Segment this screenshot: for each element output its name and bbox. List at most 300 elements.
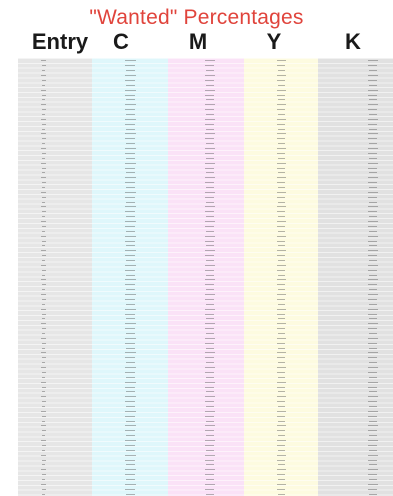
table-cell-mark: [278, 129, 285, 130]
table-cell-mark: [277, 90, 286, 91]
table-cell-mark: [277, 284, 285, 285]
table-cell-mark: [206, 435, 214, 436]
table-cell-mark: [126, 172, 135, 173]
table-cell-mark: [42, 304, 45, 305]
table-cell-mark: [277, 119, 286, 120]
table-cell-mark: [41, 309, 46, 310]
table-cell-mark: [368, 182, 377, 183]
table-cell-mark: [206, 231, 214, 232]
table-cell-mark: [42, 65, 46, 66]
table-cell-mark: [278, 450, 285, 451]
table-cell-mark: [277, 338, 286, 339]
table-cell-mark: [126, 289, 135, 290]
percentage-table: [18, 58, 393, 496]
table-cell-mark: [205, 236, 215, 237]
table-cell-mark: [125, 372, 135, 373]
table-cell-mark: [41, 367, 46, 368]
table-cell-mark: [41, 382, 46, 383]
table-cell-mark: [369, 494, 377, 495]
table-cell-mark: [125, 279, 136, 280]
table-cell-mark: [277, 309, 286, 310]
table-cell-mark: [277, 270, 285, 271]
table-cell-mark: [206, 421, 214, 422]
table-cell-mark: [369, 260, 377, 261]
table-cell-mark: [42, 401, 46, 402]
table-cell-mark: [126, 421, 135, 422]
table-cell-mark: [368, 192, 378, 193]
header-k: K: [345, 29, 361, 54]
table-cell-mark: [277, 60, 286, 61]
table-cell-mark: [41, 60, 46, 61]
table-cell-mark: [42, 357, 46, 358]
table-cell-mark: [205, 411, 215, 412]
table-cell-mark: [368, 279, 378, 280]
table-cell-mark: [278, 421, 285, 422]
table-cell-mark: [125, 250, 136, 251]
table-cell-mark: [277, 80, 285, 81]
table-cell-mark: [369, 377, 377, 378]
column-entry: [18, 58, 92, 496]
table-cell-mark: [277, 206, 286, 207]
table-cell-mark: [42, 479, 45, 480]
table-cell-mark: [277, 440, 286, 441]
table-cell-mark: [369, 406, 377, 407]
table-cell-mark: [278, 377, 285, 378]
table-cell-mark: [205, 265, 215, 266]
table-cell-mark: [205, 65, 214, 66]
table-cell-mark: [126, 70, 135, 71]
table-cell-mark: [278, 143, 285, 144]
table-cell-mark: [368, 314, 377, 315]
table-cell-mark: [368, 163, 378, 164]
table-cell-mark: [42, 226, 46, 227]
table-cell-mark: [206, 202, 214, 203]
table-cell-mark: [42, 474, 46, 475]
table-cell-mark: [277, 95, 285, 96]
table-cell-mark: [277, 328, 285, 329]
table-cell-mark: [125, 168, 135, 169]
table-cell-mark: [368, 323, 378, 324]
table-cell-mark: [368, 255, 377, 256]
table-cell-mark: [42, 245, 45, 246]
table-cell-mark: [126, 260, 135, 261]
table-cell-mark: [369, 362, 377, 363]
table-cell-mark: [41, 484, 46, 485]
table-cell-mark: [277, 104, 286, 105]
table-cell-mark: [278, 99, 285, 100]
table-cell-mark: [277, 182, 285, 183]
table-cell-mark: [205, 163, 215, 164]
table-cell-mark: [42, 95, 46, 96]
table-cell-mark: [277, 279, 286, 280]
table-cell-mark: [277, 469, 286, 470]
table-cell-mark: [277, 382, 286, 383]
table-cell-mark: [368, 396, 378, 397]
table-cell-mark: [126, 464, 135, 465]
table-cell-mark: [125, 343, 135, 344]
table-cell-mark: [125, 387, 135, 388]
table-cell-mark: [125, 455, 136, 456]
table-cell-mark: [205, 75, 215, 76]
table-cell-mark: [42, 445, 46, 446]
table-cell-mark: [368, 119, 378, 120]
table-cell-mark: [206, 129, 214, 130]
table-cell-mark: [277, 221, 286, 222]
table-cell-mark: [125, 80, 135, 81]
table-cell-mark: [206, 333, 214, 334]
column-headers: [0, 28, 393, 56]
table-cell-mark: [42, 391, 45, 392]
table-cell-mark: [206, 143, 214, 144]
header-y: Y: [266, 29, 282, 54]
table-cell-mark: [368, 352, 378, 353]
table-cell-mark: [41, 177, 46, 178]
table-cell-mark: [126, 304, 135, 305]
table-cell-mark: [125, 119, 136, 120]
table-cell-mark: [125, 206, 136, 207]
table-cell-mark: [42, 275, 45, 276]
table-cell-mark: [368, 241, 377, 242]
table-cell-mark: [126, 202, 135, 203]
table-cell-mark: [42, 231, 45, 232]
table-cell-mark: [125, 425, 136, 426]
table-cell-mark: [205, 323, 215, 324]
table-cell-mark: [205, 270, 214, 271]
table-cell-mark: [369, 231, 377, 232]
table-cell-mark: [206, 85, 214, 86]
table-cell-mark: [277, 474, 285, 475]
table-cell-mark: [278, 275, 285, 276]
table-cell-mark: [41, 338, 46, 339]
table-cell-mark: [205, 440, 215, 441]
table-cell-mark: [42, 343, 46, 344]
table-cell-mark: [125, 124, 135, 125]
table-cell-mark: [368, 445, 377, 446]
table-cell-mark: [369, 129, 377, 130]
table-cell-mark: [126, 406, 135, 407]
table-cell-mark: [42, 260, 45, 261]
header-m: M: [188, 29, 208, 54]
table-cell-mark: [205, 226, 214, 227]
table-cell-mark: [368, 484, 378, 485]
table-cell-mark: [205, 455, 215, 456]
table-cell-mark: [41, 411, 46, 412]
table-cell-mark: [126, 143, 135, 144]
table-cell-mark: [125, 411, 136, 412]
table-cell-mark: [205, 460, 214, 461]
table-cell-mark: [41, 440, 46, 441]
table-cell-mark: [277, 211, 285, 212]
table-cell-mark: [369, 479, 377, 480]
table-cell-mark: [277, 387, 285, 388]
table-cell-mark: [205, 148, 215, 149]
table-cell-mark: [368, 387, 377, 388]
table-cell-mark: [42, 464, 45, 465]
table-cell-mark: [368, 469, 378, 470]
table-cell-mark: [206, 494, 214, 495]
table-cell-mark: [126, 362, 135, 363]
table-cell-mark: [205, 328, 214, 329]
table-cell-mark: [368, 328, 377, 329]
table-cell-mark: [278, 318, 285, 319]
table-cell-mark: [42, 387, 46, 388]
table-cell-mark: [126, 435, 135, 436]
table-cell-mark: [42, 202, 45, 203]
table-cell-mark: [205, 474, 214, 475]
table-cell-mark: [126, 348, 135, 349]
table-cell-mark: [368, 250, 378, 251]
table-cell-mark: [369, 318, 377, 319]
table-cell-mark: [126, 318, 135, 319]
table-cell-mark: [277, 430, 285, 431]
table-cell-mark: [42, 333, 45, 334]
table-cell-mark: [277, 163, 286, 164]
table-cell-mark: [368, 197, 377, 198]
table-cell-mark: [42, 284, 46, 285]
table-cell-mark: [206, 348, 214, 349]
table-cell-mark: [368, 416, 377, 417]
table-cell-mark: [42, 158, 45, 159]
table-cell-mark: [126, 85, 135, 86]
table-cell-mark: [277, 445, 285, 446]
table-cell-mark: [206, 275, 214, 276]
table-cell-mark: [277, 299, 285, 300]
table-cell-mark: [277, 124, 285, 125]
table-cell-mark: [368, 206, 378, 207]
table-cell-mark: [205, 367, 215, 368]
table-cell-mark: [125, 357, 135, 358]
header-entry: Entry: [31, 29, 89, 54]
column-k: [318, 58, 393, 496]
table-cell-mark: [369, 187, 377, 188]
table-cell-mark: [277, 357, 285, 358]
table-cell-mark: [42, 362, 45, 363]
table-cell-mark: [205, 221, 215, 222]
table-cell-mark: [42, 168, 46, 169]
table-cell-mark: [125, 255, 135, 256]
table-cell-mark: [368, 138, 377, 139]
table-cell-mark: [277, 265, 286, 266]
table-cell-mark: [369, 216, 377, 217]
table-cell-mark: [368, 270, 377, 271]
table-cell-mark: [205, 484, 215, 485]
table-cell-mark: [126, 377, 135, 378]
table-cell-mark: [368, 177, 378, 178]
table-cell-mark: [125, 65, 135, 66]
table-cell-mark: [277, 192, 286, 193]
table-cell-mark: [126, 333, 135, 334]
table-cell-mark: [42, 348, 45, 349]
table-cell-mark: [125, 314, 135, 315]
table-cell-mark: [368, 265, 378, 266]
table-cell-mark: [278, 187, 285, 188]
table-cell-mark: [205, 445, 214, 446]
table-cell-mark: [42, 216, 45, 217]
table-cell-mark: [278, 362, 285, 363]
table-cell-mark: [368, 294, 378, 295]
table-cell-mark: [206, 172, 214, 173]
table-cell-mark: [278, 85, 285, 86]
table-cell-mark: [206, 260, 214, 261]
table-cell-mark: [205, 250, 215, 251]
table-cell-mark: [205, 352, 215, 353]
table-cell-mark: [369, 289, 377, 290]
table-cell-mark: [42, 114, 45, 115]
table-cell-mark: [126, 494, 135, 495]
table-cell-mark: [41, 469, 46, 470]
table-cell-mark: [126, 450, 135, 451]
table-cell-mark: [125, 163, 136, 164]
table-cell-mark: [368, 460, 377, 461]
table-cell-mark: [125, 211, 135, 212]
table-cell-mark: [278, 172, 285, 173]
table-cell-mark: [205, 119, 215, 120]
table-cell-mark: [125, 138, 135, 139]
table-cell-mark: [205, 294, 215, 295]
table-cell-mark: [205, 382, 215, 383]
table-cell-mark: [42, 241, 46, 242]
table-cell-mark: [126, 158, 135, 159]
table-cell-mark: [125, 440, 136, 441]
table-cell-mark: [277, 396, 286, 397]
table-cell-mark: [42, 124, 46, 125]
table-cell-mark: [369, 158, 377, 159]
table-cell-mark: [41, 265, 46, 266]
table-cell-mark: [205, 95, 214, 96]
table-cell-mark: [206, 464, 214, 465]
table-cell-mark: [368, 401, 377, 402]
table-cell-mark: [368, 104, 378, 105]
table-cell-mark: [205, 80, 214, 81]
table-cell-mark: [277, 372, 285, 373]
table-cell-mark: [125, 60, 136, 61]
table-cell-mark: [125, 104, 136, 105]
table-cell-mark: [125, 474, 135, 475]
table-cell-mark: [205, 416, 214, 417]
table-cell-mark: [125, 299, 135, 300]
table-cell-mark: [368, 299, 377, 300]
table-cell-mark: [125, 197, 135, 198]
table-cell-mark: [206, 99, 214, 100]
table-cell-mark: [42, 182, 46, 183]
table-cell-mark: [125, 401, 135, 402]
table-cell-mark: [125, 328, 135, 329]
table-cell-mark: [205, 241, 214, 242]
table-cell-mark: [205, 192, 215, 193]
table-cell-mark: [205, 90, 215, 91]
table-cell-mark: [125, 323, 136, 324]
table-cell-mark: [205, 255, 214, 256]
table-cell-mark: [369, 275, 377, 276]
table-cell-mark: [368, 309, 378, 310]
table-cell-mark: [277, 138, 285, 139]
table-cell-mark: [277, 343, 285, 344]
table-cell-mark: [42, 460, 46, 461]
table-cell-mark: [41, 323, 46, 324]
table-cell-mark: [42, 172, 45, 173]
table-cell-mark: [206, 391, 214, 392]
table-cell-mark: [41, 75, 46, 76]
table-cell-mark: [278, 245, 285, 246]
table-cell-mark: [42, 187, 45, 188]
table-cell-mark: [368, 489, 377, 490]
table-cell-mark: [278, 464, 285, 465]
table-cell-mark: [42, 138, 46, 139]
table-cell-mark: [368, 221, 378, 222]
table-cell-mark: [368, 75, 378, 76]
table-cell-mark: [125, 309, 136, 310]
table-cell-mark: [277, 425, 286, 426]
table-cell-mark: [368, 474, 377, 475]
table-cell-mark: [42, 85, 45, 86]
table-cell-mark: [126, 129, 135, 130]
table-cell-mark: [369, 348, 377, 349]
table-cell-mark: [205, 182, 214, 183]
table-cell-mark: [205, 372, 214, 373]
table-cell-mark: [41, 236, 46, 237]
table-cell-mark: [125, 416, 135, 417]
table-cell-mark: [277, 153, 285, 154]
table-cell-mark: [206, 289, 214, 290]
table-cell-mark: [277, 177, 286, 178]
table-cell-mark: [42, 255, 46, 256]
table-cell-mark: [125, 469, 136, 470]
table-cell-mark: [277, 241, 285, 242]
table-cell-mark: [368, 65, 377, 66]
table-cell-mark: [126, 114, 135, 115]
table-cell-mark: [42, 109, 46, 110]
table-cell-mark: [41, 352, 46, 353]
table-cell-mark: [205, 338, 215, 339]
table-cell-mark: [368, 343, 377, 344]
table-cell-mark: [369, 435, 377, 436]
table-cell-mark: [205, 425, 215, 426]
table-cell-mark: [125, 430, 135, 431]
table-cell-mark: [125, 284, 135, 285]
table-cell-mark: [369, 172, 377, 173]
table-cell-mark: [42, 430, 46, 431]
table-cell-mark: [205, 197, 214, 198]
table-cell-mark: [369, 304, 377, 305]
table-cell-mark: [205, 177, 215, 178]
table-cell-mark: [369, 143, 377, 144]
table-cell-mark: [368, 80, 377, 81]
table-cell-mark: [42, 153, 46, 154]
table-cell-mark: [126, 275, 135, 276]
table-cell-mark: [368, 226, 377, 227]
table-cell-mark: [42, 372, 46, 373]
table-cell-mark: [206, 362, 214, 363]
table-cell-mark: [206, 406, 214, 407]
header-c: C: [113, 29, 129, 54]
table-cell-mark: [277, 416, 285, 417]
table-cell-mark: [205, 133, 215, 134]
table-cell-mark: [278, 435, 285, 436]
table-cell-mark: [368, 425, 378, 426]
table-cell-mark: [125, 177, 136, 178]
table-cell-mark: [126, 231, 135, 232]
table-cell-mark: [278, 348, 285, 349]
table-cell-mark: [42, 421, 45, 422]
table-cell-mark: [125, 75, 136, 76]
table-cell-mark: [277, 460, 285, 461]
table-cell-mark: [42, 143, 45, 144]
table-cell-mark: [42, 406, 45, 407]
table-cell-mark: [277, 148, 286, 149]
table-cell-mark: [206, 318, 214, 319]
table-cell-mark: [368, 367, 378, 368]
table-cell-mark: [205, 279, 215, 280]
